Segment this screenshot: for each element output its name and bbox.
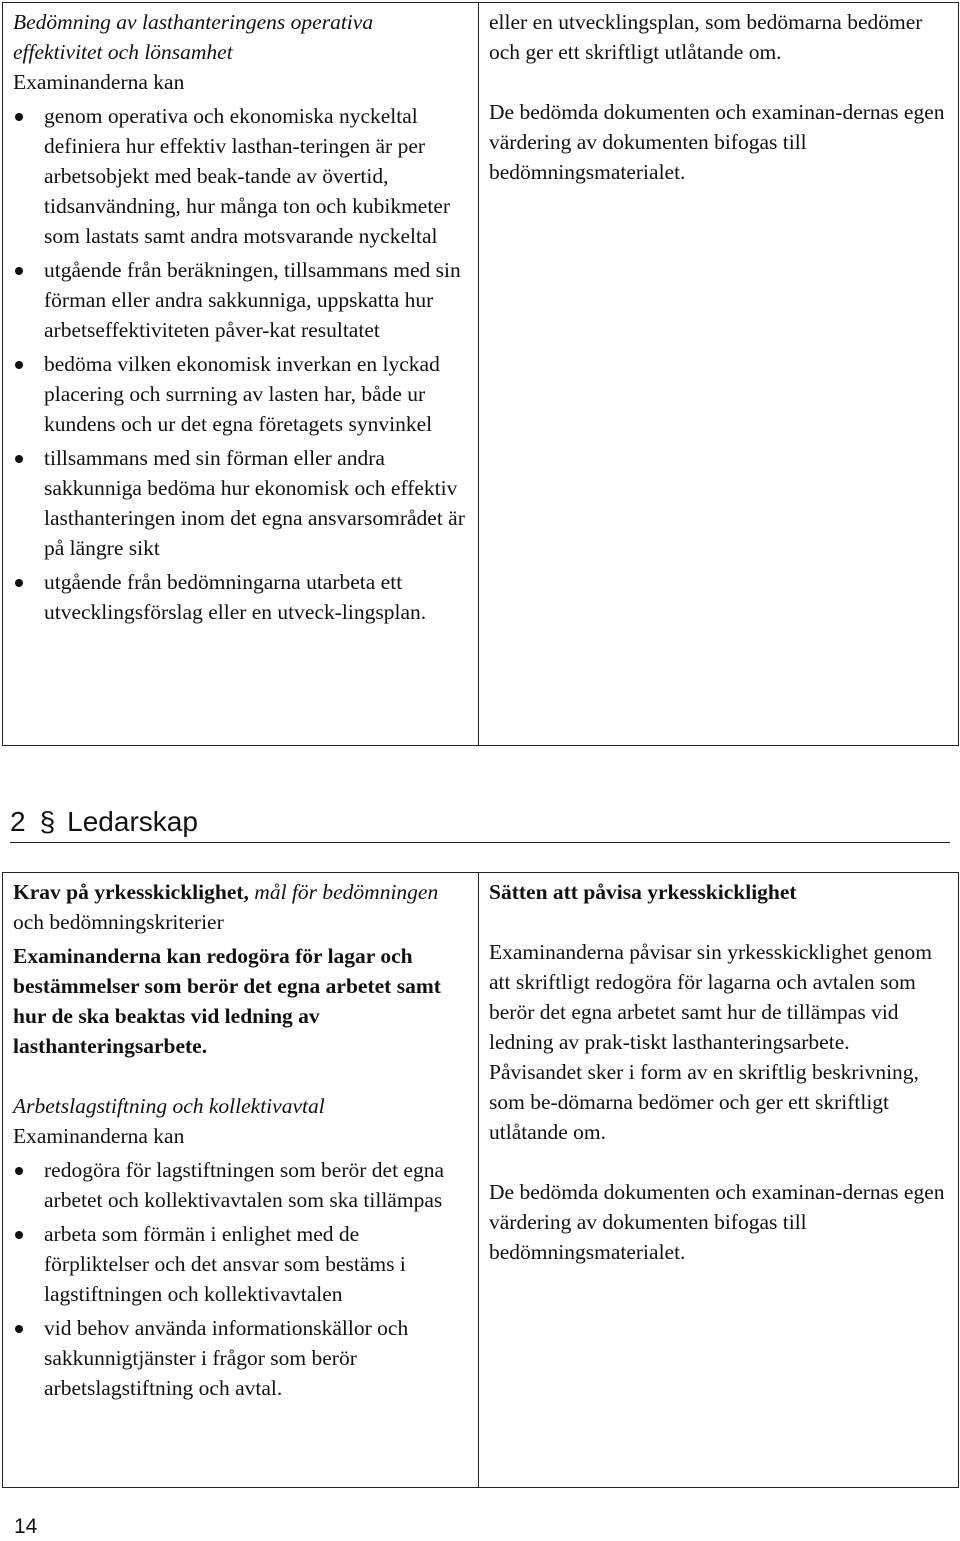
bullet-icon — [15, 1167, 23, 1175]
bullet-icon — [15, 579, 23, 587]
demonstration-paragraph: eller en utvecklingsplan, som bedömarna bedömer och ger ett skriftligt utlåtande om. — [489, 10, 923, 64]
list-item-text: redogöra för lagstiftningen som berör det egna arbetet och kollektivavtalen som ska tillämpas — [44, 1158, 445, 1212]
list-item — [13, 1313, 468, 1403]
list-item-text: utgående från bedömningarna utarbeta ett utvecklingsförslag eller en utveck-lingsplan. — [44, 570, 427, 624]
competence-statement: Examinanderna kan redogöra för lagar och bestämmelser som berör det egna arbetet samt hur de ska beaktas vid ledning av lasthanteringsarbete. — [13, 944, 441, 1058]
list-item — [13, 349, 468, 439]
bullet-icon — [15, 455, 23, 463]
list-item-text: tillsammans med sin förman eller andra sakkunniga bedöma hur ekonomisk och effektiv lasthanteringen inom det egna ansvarsområdet är på längre sikt — [44, 446, 465, 560]
criteria-heading — [13, 7, 468, 67]
list-item-text: utgående från beräkningen, tillsammans med sin förman eller andra sakkunniga, uppskatta hur arbetseffektiviteten påver-kat resultatet — [44, 258, 461, 342]
bullet-icon — [15, 1325, 23, 1333]
section-sign-icon: § — [39, 806, 56, 837]
criteria-list — [13, 1155, 468, 1403]
attachment-paragraph: De bedömda dokumenten och examinan-dernas egen värdering av dokumenten bifogas till bedömningsmaterialet. — [489, 1180, 945, 1264]
bullet-icon — [15, 267, 23, 275]
bullet-icon — [15, 113, 23, 121]
list-item-text: genom operativa och ekonomiska nyckeltal definiera hur effektiv lasthan-teringen är per arbetsobjekt med beak-tande av övertid, tidsanvändning, hur många ton och kubikmeter som lastats samt andra motsvarande nyckeltal — [44, 104, 451, 248]
section-number: 2 — [10, 806, 26, 837]
header-italic: mål för bedömningen — [254, 880, 439, 904]
demonstration-cell — [479, 873, 959, 1488]
section-title — [10, 802, 950, 842]
section-heading — [10, 802, 950, 843]
bullet-icon — [15, 1231, 23, 1239]
header-bold: Krav på yrkesskicklighet, — [13, 880, 249, 904]
assessment-table-1 — [2, 2, 959, 746]
column-header — [13, 877, 468, 937]
column-header: Sätten att påvisa yrkesskicklighet — [489, 880, 797, 904]
list-item — [13, 1219, 468, 1309]
requirements-cell — [3, 3, 479, 746]
list-item-text: arbeta som förmän i enlighet med de förpliktelser och det ansvar som bestäms i lagstiftningen och kollektivavtalen — [44, 1222, 406, 1306]
list-item — [13, 1155, 468, 1215]
section-divider — [10, 842, 950, 843]
list-item — [13, 255, 468, 345]
list-item — [13, 567, 468, 627]
demonstration-paragraph: Examinanderna påvisar sin yrkesskicklighet genom att skriftligt redogöra för lagarna och avtalen som berör det egna arbetet samt hur de tillämpas vid ledning av prak-tiskt lasthanteringsarbete. Påvisandet sker i form av en skriftlig beskrivning, som be-dömarna bedömer och ger ett skriftligt utlåtande om. — [489, 940, 933, 1144]
section-title-text: Ledarskap — [67, 806, 198, 837]
attachment-paragraph: De bedömda dokumenten och examinan-dernas egen värdering av dokumenten bifogas till bedömningsmaterialet. — [489, 100, 945, 184]
demonstration-cell — [479, 3, 959, 746]
criteria-list — [13, 101, 468, 627]
header-rest: och bedömningskriterier — [13, 910, 224, 934]
requirements-cell — [3, 873, 479, 1488]
subheading: Arbetslagstiftning och kollektivavtal — [13, 1094, 325, 1118]
page-number: 14 — [14, 1515, 38, 1538]
assessment-table-2 — [2, 872, 959, 1488]
intro-text: Examinanderna kan — [13, 1124, 185, 1148]
list-item — [13, 443, 468, 563]
bullet-icon — [15, 361, 23, 369]
criteria-heading-line2: effektivitet och lönsamhet — [13, 40, 233, 64]
list-item — [13, 101, 468, 251]
intro-text: Examinanderna kan — [13, 70, 185, 94]
list-item-text: vid behov använda informationskällor och sakkunnigtjänster i frågor som berör arbetslagstiftning och avtal. — [44, 1316, 409, 1400]
criteria-heading-line1: Bedömning av lasthanteringens operativa — [13, 10, 374, 34]
list-item-text: bedöma vilken ekonomisk inverkan en lyckad placering och surrning av lasten har, både ur kundens och ur det egna företagets synvinkel — [44, 352, 440, 436]
